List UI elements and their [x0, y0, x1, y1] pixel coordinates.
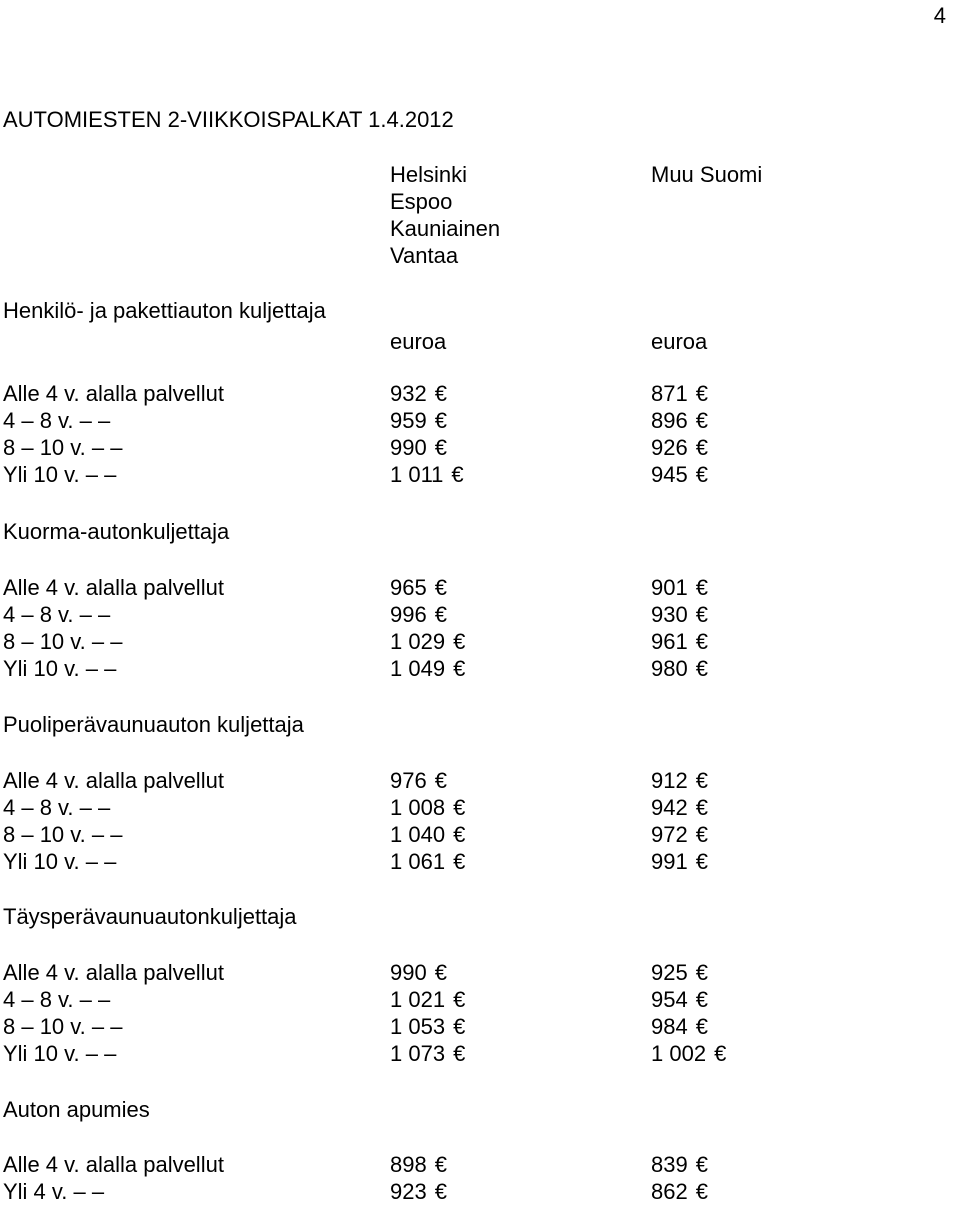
euro-symbol: € [695, 462, 708, 487]
value-helsinki: 1 053 € [390, 1014, 466, 1039]
euro-symbol: € [434, 575, 447, 600]
table-row [3, 1151, 943, 1178]
value-helsinki: 990 € [390, 960, 447, 985]
euro-symbol: € [434, 960, 447, 985]
value-muu-suomi: 862 € [651, 1179, 708, 1204]
section-title: Henkilö- ja pakettiauton kuljettaja [3, 298, 326, 323]
value-muu-suomi: 961 € [651, 629, 708, 654]
euro-symbol: € [695, 435, 708, 460]
value-helsinki: 1 029 € [390, 629, 466, 654]
euro-symbol: € [695, 1014, 708, 1039]
value-helsinki: 1 061 € [390, 849, 466, 874]
table-row [3, 794, 943, 821]
city-name: Kauniainen [390, 216, 501, 241]
city-name: Vantaa [390, 243, 459, 268]
value-muu-suomi: 912 € [651, 768, 708, 793]
euro-symbol: € [695, 768, 708, 793]
euro-symbol: € [695, 629, 708, 654]
page-number: 4 [933, 3, 946, 28]
euro-symbol: € [434, 768, 447, 793]
euro-symbol: € [695, 822, 708, 847]
table-row [3, 986, 943, 1013]
value-muu-suomi: 984 € [651, 1014, 708, 1039]
value-muu-suomi: 839 € [651, 1152, 708, 1177]
euro-symbol: € [695, 960, 708, 985]
table-row [3, 1013, 943, 1040]
row-label: Alle 4 v. alalla palvellut [3, 381, 224, 406]
euro-symbol: € [453, 1014, 466, 1039]
value-muu-suomi: 954 € [651, 987, 708, 1012]
value-muu-suomi: 871 € [651, 381, 708, 406]
row-label: Yli 10 v. – – [3, 1041, 117, 1066]
value-helsinki: 1 073 € [390, 1041, 466, 1066]
column-header-muu-suomi: Muu Suomi [651, 162, 763, 187]
euro-symbol: € [695, 1179, 708, 1204]
euro-symbol: € [695, 602, 708, 627]
value-helsinki: 1 049 € [390, 656, 466, 681]
euro-symbol: € [695, 987, 708, 1012]
value-helsinki: 1 008 € [390, 795, 466, 820]
value-muu-suomi: 901 € [651, 575, 708, 600]
value-helsinki: 898 € [390, 1152, 447, 1177]
table-row [3, 655, 943, 682]
euro-symbol: € [695, 408, 708, 433]
row-label: 4 – 8 v. – – [3, 987, 111, 1012]
column-header-helsinki [390, 161, 500, 269]
row-label: 8 – 10 v. – – [3, 1014, 123, 1039]
table-row [3, 407, 943, 434]
page-title: AUTOMIESTEN 2-VIIKKOISPALKAT 1.4.2012 [3, 107, 454, 132]
row-label: Alle 4 v. alalla palvellut [3, 1152, 224, 1177]
euro-symbol: € [453, 656, 466, 681]
city-name: Espoo [390, 189, 453, 214]
euro-symbol: € [695, 795, 708, 820]
value-muu-suomi: 926 € [651, 435, 708, 460]
table-row [3, 574, 943, 601]
table-row [3, 959, 943, 986]
euro-symbol: € [453, 849, 466, 874]
euro-symbol: € [453, 629, 466, 654]
value-helsinki: 990 € [390, 435, 447, 460]
euro-symbol: € [434, 1152, 447, 1177]
value-helsinki: 976 € [390, 768, 447, 793]
euro-symbol: € [453, 822, 466, 847]
row-label: Yli 10 v. – – [3, 849, 117, 874]
row-label: Alle 4 v. alalla palvellut [3, 575, 224, 600]
value-helsinki: 932 € [390, 381, 447, 406]
value-muu-suomi: 930 € [651, 602, 708, 627]
value-helsinki: 1 040 € [390, 822, 466, 847]
euro-symbol: € [434, 381, 447, 406]
table-row [3, 601, 943, 628]
euro-symbol: € [453, 1041, 466, 1066]
value-muu-suomi: 1 002 € [651, 1041, 727, 1066]
value-helsinki: 923 € [390, 1179, 447, 1204]
value-helsinki: 1 011 € [390, 462, 464, 487]
section-title: Kuorma-autonkuljettaja [3, 519, 230, 544]
value-helsinki: 1 021 € [390, 987, 466, 1012]
value-muu-suomi: 991 € [651, 849, 708, 874]
table-row [3, 821, 943, 848]
row-label: Yli 4 v. – – [3, 1179, 105, 1204]
euro-symbol: € [714, 1041, 727, 1066]
section-title: Auton apumies [3, 1097, 150, 1122]
euro-symbol: € [434, 408, 447, 433]
row-label: 8 – 10 v. – – [3, 822, 123, 847]
euro-symbol: € [451, 462, 464, 487]
value-helsinki: 965 € [390, 575, 447, 600]
unit-label-muu-suomi: euroa [651, 329, 708, 354]
euro-symbol: € [695, 656, 708, 681]
table-row [3, 628, 943, 655]
value-muu-suomi: 945 € [651, 462, 708, 487]
row-label: 4 – 8 v. – – [3, 795, 111, 820]
row-label: 4 – 8 v. – – [3, 408, 111, 433]
section-title: Puoliperävaunuauton kuljettaja [3, 712, 304, 737]
euro-symbol: € [434, 1179, 447, 1204]
row-label: 8 – 10 v. – – [3, 435, 123, 460]
euro-symbol: € [453, 987, 466, 1012]
table-row [3, 1040, 943, 1067]
euro-symbol: € [695, 849, 708, 874]
table-row [3, 380, 943, 407]
table-row [3, 767, 943, 794]
unit-label-helsinki: euroa [390, 329, 447, 354]
euro-symbol: € [453, 795, 466, 820]
table-row [3, 434, 943, 461]
value-muu-suomi: 925 € [651, 960, 708, 985]
section-title: Täysperävaunuautonkuljettaja [3, 904, 297, 929]
euro-symbol: € [695, 381, 708, 406]
euro-symbol: € [695, 575, 708, 600]
row-label: Alle 4 v. alalla palvellut [3, 960, 224, 985]
value-muu-suomi: 972 € [651, 822, 708, 847]
euro-symbol: € [434, 435, 447, 460]
euro-symbol: € [434, 602, 447, 627]
row-label: Yli 10 v. – – [3, 656, 117, 681]
row-label: 8 – 10 v. – – [3, 629, 123, 654]
row-label: Yli 10 v. – – [3, 462, 117, 487]
value-muu-suomi: 896 € [651, 408, 708, 433]
row-label: 4 – 8 v. – – [3, 602, 111, 627]
value-muu-suomi: 980 € [651, 656, 708, 681]
value-muu-suomi: 942 € [651, 795, 708, 820]
euro-symbol: € [695, 1152, 708, 1177]
row-label: Alle 4 v. alalla palvellut [3, 768, 224, 793]
city-name: Helsinki [390, 162, 468, 187]
table-row [3, 461, 943, 488]
value-helsinki: 996 € [390, 602, 447, 627]
value-helsinki: 959 € [390, 408, 447, 433]
table-row [3, 848, 943, 875]
